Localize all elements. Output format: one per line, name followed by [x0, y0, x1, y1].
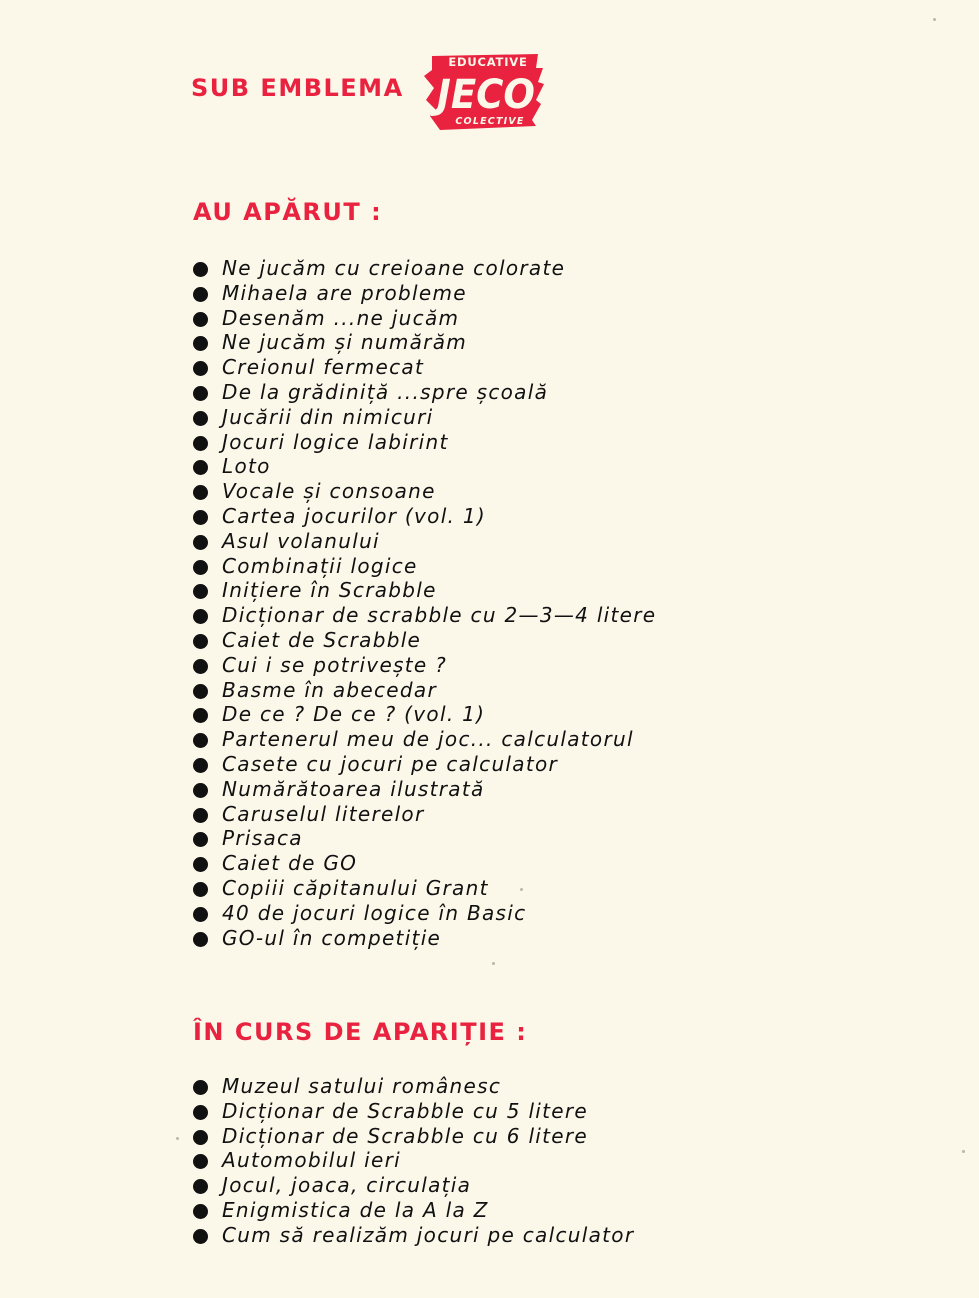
book-title: Vocale și consoane — [222, 479, 436, 504]
bullet-icon — [193, 708, 208, 723]
bullet-icon — [193, 758, 208, 773]
list-item — [193, 355, 656, 380]
bullet-icon — [193, 659, 208, 674]
list-item — [193, 306, 656, 331]
list-item — [193, 281, 656, 306]
list-item — [193, 554, 656, 579]
bullet-icon — [193, 361, 208, 376]
logo-bottom-text: COLECTIVE — [455, 116, 525, 127]
list-item — [193, 752, 656, 777]
bullet-icon — [193, 783, 208, 798]
book-title: Enigmistica de la A la Z — [222, 1197, 489, 1222]
list-item — [193, 1198, 634, 1223]
list-item — [193, 702, 656, 727]
book-title: Creionul fermecat — [222, 355, 425, 380]
upcoming-book-list — [193, 1074, 634, 1248]
list-item — [193, 727, 656, 752]
book-title: Dicționar de Scrabble cu 6 litere — [222, 1123, 589, 1148]
book-title: Cartea jocurilor (vol. 1) — [222, 503, 486, 528]
logo-top-text: EDUCATIVE — [448, 55, 528, 69]
bullet-icon — [193, 684, 208, 699]
list-item — [193, 1099, 634, 1124]
list-item — [193, 430, 656, 455]
list-item — [193, 578, 656, 603]
book-title: Dicționar de Scrabble cu 5 litere — [222, 1098, 589, 1123]
book-title: Cui i se potrivește ? — [222, 652, 448, 677]
book-title: Jucării din nimicuri — [222, 404, 434, 429]
bullet-icon — [193, 733, 208, 748]
list-item — [193, 777, 656, 802]
list-item — [193, 603, 656, 628]
bullet-icon — [193, 1105, 208, 1120]
header-label: SUB EMBLEMA — [191, 74, 404, 102]
bullet-icon — [193, 609, 208, 624]
book-title: GO-ul în competiție — [222, 925, 442, 950]
bullet-icon — [193, 535, 208, 550]
bullet-icon — [193, 584, 208, 599]
bullet-icon — [193, 336, 208, 351]
bullet-icon — [193, 1229, 208, 1244]
bullet-icon — [193, 932, 208, 947]
book-title: Automobilul ieri — [222, 1148, 401, 1173]
book-title: Loto — [222, 454, 271, 479]
book-title: Basme în abecedar — [222, 677, 437, 702]
list-item — [193, 479, 656, 504]
list-item — [193, 802, 656, 827]
book-title: Jocul, joaca, circulația — [222, 1173, 472, 1198]
bullet-icon — [193, 1154, 208, 1169]
list-item — [193, 901, 656, 926]
book-title: Partenerul meu de joc... calculatorul — [222, 727, 634, 752]
book-title: Caiet de GO — [222, 851, 358, 876]
bullet-icon — [193, 287, 208, 302]
bullet-icon — [193, 460, 208, 475]
bullet-icon — [193, 312, 208, 327]
paper-speck — [933, 18, 936, 21]
book-title: Numărătoarea ilustrată — [222, 776, 485, 801]
logo-main-text: JECO — [430, 72, 535, 118]
list-item — [193, 1148, 634, 1173]
list-item — [193, 504, 656, 529]
list-item — [193, 1223, 634, 1248]
list-item — [193, 529, 656, 554]
list-item — [193, 678, 656, 703]
book-title: Dicționar de scrabble cu 2—3—4 litere — [222, 603, 657, 628]
list-item — [193, 826, 656, 851]
book-title: Prisaca — [222, 826, 303, 851]
book-title: Asul volanului — [222, 528, 380, 553]
book-title: Copiii căpitanului Grant — [222, 875, 489, 900]
list-item — [193, 926, 656, 951]
bullet-icon — [193, 510, 208, 525]
list-item — [193, 628, 656, 653]
bullet-icon — [193, 411, 208, 426]
bullet-icon — [193, 560, 208, 575]
paper-speck — [176, 1137, 179, 1140]
list-item — [193, 454, 656, 479]
published-book-list — [193, 256, 656, 950]
book-title: Ne jucăm cu creioane colorate — [222, 256, 566, 280]
bullet-icon — [193, 882, 208, 897]
upcoming-section-title: ÎN CURS DE APARIȚIE : — [193, 1018, 528, 1046]
bullet-icon — [193, 485, 208, 500]
book-title: Inițiere în Scrabble — [222, 578, 437, 603]
list-item — [193, 1074, 634, 1099]
bullet-icon — [193, 1204, 208, 1219]
book-title: De la grădiniță ...spre școală — [222, 379, 549, 404]
list-item — [193, 405, 656, 430]
bullet-icon — [193, 262, 208, 277]
jeco-logo — [422, 50, 546, 134]
book-title: Desenăm ...ne jucăm — [222, 305, 460, 330]
book-title: Muzeul satului românesc — [222, 1074, 502, 1098]
list-item — [193, 851, 656, 876]
book-title: 40 de jocuri logice în Basic — [222, 900, 527, 925]
book-title: Cum să realizăm jocuri pe calculator — [222, 1222, 635, 1247]
bullet-icon — [193, 832, 208, 847]
list-item — [193, 1124, 634, 1149]
bullet-icon — [193, 808, 208, 823]
book-title: Combinații logice — [222, 553, 418, 578]
bullet-icon — [193, 1080, 208, 1095]
bullet-icon — [193, 634, 208, 649]
list-item — [193, 256, 656, 281]
list-item — [193, 1173, 634, 1198]
book-title: Caruselul literelor — [222, 801, 425, 826]
book-title: Jocuri logice labirint — [222, 429, 449, 454]
book-title: De ce ? De ce ? (vol. 1) — [222, 702, 486, 727]
book-title: Mihaela are probleme — [222, 280, 467, 305]
bullet-icon — [193, 1130, 208, 1145]
book-title: Ne jucăm și numărăm — [222, 330, 468, 355]
bullet-icon — [193, 436, 208, 451]
published-section-title: AU APĂRUT : — [193, 198, 383, 226]
bullet-icon — [193, 386, 208, 401]
bullet-icon — [193, 1179, 208, 1194]
bullet-icon — [193, 907, 208, 922]
book-title: Casete cu jocuri pe calculator — [222, 751, 559, 776]
list-item — [193, 380, 656, 405]
list-item — [193, 330, 656, 355]
paper-speck — [962, 1150, 965, 1153]
bullet-icon — [193, 857, 208, 872]
paper-speck — [492, 962, 495, 965]
list-item — [193, 653, 656, 678]
list-item — [193, 876, 656, 901]
book-title: Caiet de Scrabble — [222, 627, 422, 652]
